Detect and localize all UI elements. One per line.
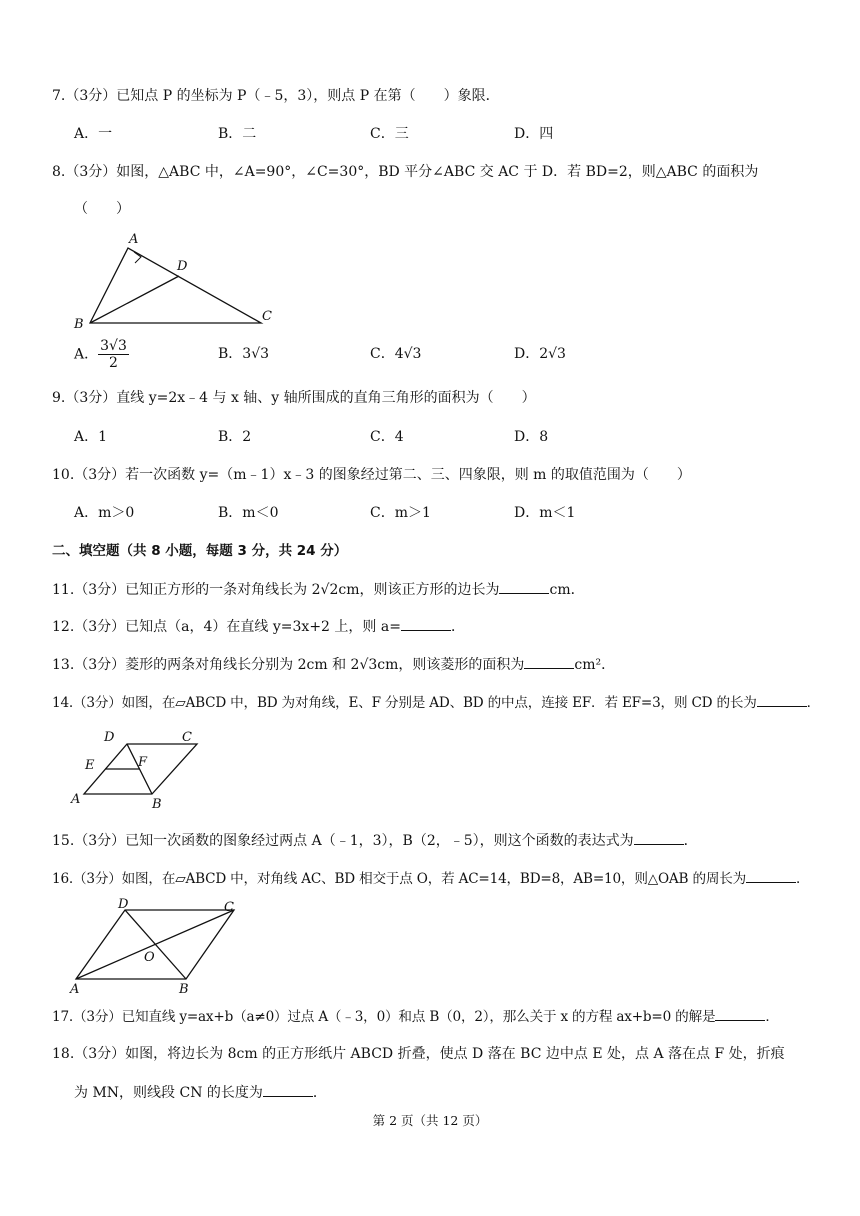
q13-stem: 13.（3分）菱形的两条对角线长分别为 2cm 和 2√3cm，则该菱形的面积为: [52, 657, 525, 673]
q11-stem: 11.（3分）已知正方形的一条对角线长为 2√2cm，则该正方形的边长为: [52, 582, 500, 598]
q8-triangle-figure: [68, 228, 288, 332]
q7-option-a: A．一: [74, 126, 113, 142]
q16: [52, 868, 809, 889]
page-footer: 第 2 页（共 12 页）: [372, 1113, 488, 1128]
q15: [52, 830, 698, 851]
q16-end: ．: [796, 871, 810, 887]
label-d: D: [118, 897, 129, 912]
q8-option-a: [74, 338, 129, 371]
label-b: B: [74, 317, 84, 332]
q10-option-b: B．m＜0: [218, 505, 279, 521]
q12: [52, 616, 465, 637]
q15-answer-blank: [634, 830, 684, 845]
section-heading-fill-in: 二、填空题（共 8 小题，每题 3 分，共 24 分）: [52, 543, 348, 559]
label-f: F: [138, 755, 148, 770]
q9-option-a: A．1: [74, 429, 108, 445]
q11: [52, 579, 585, 600]
label-d: D: [104, 730, 115, 745]
q9-stem: 9.（3分）直线 y=2x﹣4 与 x 轴、y 轴所围成的直角三角形的面积为（ ）: [52, 390, 536, 406]
q9-option-d: D．8: [514, 429, 549, 445]
diagonal-bd: [125, 910, 186, 979]
q18-stem-cont: 为 MN，则线段 CN 的长度为: [74, 1085, 263, 1101]
q8-option-a-fraction: [98, 338, 129, 371]
q12-end: ．: [450, 619, 465, 635]
q13: [52, 654, 615, 675]
q14-parallelogram-figure: [66, 726, 208, 812]
triangle-abc: [90, 248, 261, 323]
q13-answer-blank: [524, 654, 574, 669]
q8-option-b: B．3√3: [218, 346, 270, 362]
label-a: A: [71, 792, 81, 807]
label-b: B: [152, 797, 162, 812]
q18-end: ．: [312, 1085, 327, 1101]
q11-unit: cm．: [549, 582, 585, 598]
q14-stem: 14.（3分）如图，在▱ABCD 中，BD 为对角线，E、F 分别是 AD、BD 的中点，连接 EF．若 EF=3，则 CD 的长为: [52, 695, 757, 711]
q10-option-d: D．m＜1: [514, 505, 576, 521]
q10-option-c: C．m＞1: [370, 505, 431, 521]
q8-option-a-label: A．: [74, 346, 99, 363]
q14-answer-blank: [757, 692, 807, 707]
q8-stem: 8.（3分）如图，△ABC 中，∠A=90°，∠C=30°，BD 平分∠ABC 交 AC 于 D．若 BD=2，则△ABC 的面积为: [52, 164, 759, 180]
q12-stem: 12.（3分）已知点（a，4）在直线 y=3x+2 上，则 a=: [52, 619, 401, 635]
label-c: C: [182, 730, 192, 745]
fraction-numerator: 3√3: [100, 338, 127, 354]
q17-stem: 17.（3分）已知直线 y=ax+b（a≠0）过点 A（﹣3，0）和点 B（0，2），那么关于 x 的方程 ax+b=0 的解是: [52, 1009, 716, 1025]
fraction-denominator: 2: [109, 355, 118, 371]
label-a: A: [129, 232, 139, 247]
q17-answer-blank: [715, 1006, 765, 1021]
label-c: C: [224, 900, 234, 915]
q8-option-c: C．4√3: [370, 346, 422, 362]
q15-stem: 15.（3分）已知一次函数的图象经过两点 A（﹣1，3），B（2，﹣5），则这个函数的表达式为: [52, 833, 634, 849]
q8-option-d: D．2√3: [514, 346, 566, 362]
label-o: O: [144, 950, 155, 965]
label-d: D: [177, 259, 188, 274]
q17-end: ．: [765, 1009, 779, 1025]
q16-stem: 16.（3分）如图，在▱ABCD 中，对角线 AC、BD 相交于点 O，若 AC=14，BD=8，AB=10，则△OAB 的周长为: [52, 871, 747, 887]
q11-answer-blank: [499, 579, 549, 594]
q18-answer-blank: [263, 1082, 313, 1097]
q16-answer-blank: [746, 868, 796, 883]
q9-option-c: C．4: [370, 429, 404, 445]
q7-option-c: C．三: [370, 126, 409, 142]
q9-option-b: B．2: [218, 429, 252, 445]
q18-line2: [74, 1082, 327, 1103]
q7-option-b: B．二: [218, 126, 257, 142]
q17: [52, 1006, 779, 1027]
q13-unit: cm²．: [574, 657, 616, 673]
q7-option-d: D．四: [514, 126, 554, 142]
label-a: A: [70, 982, 80, 997]
q10-stem: 10.（3分）若一次函数 y=（m﹣1）x﹣3 的图象经过第二、三、四象限，则 m 的取值范围为（ ）: [52, 467, 691, 483]
q12-answer-blank: [401, 616, 451, 631]
q16-parallelogram-figure: [64, 894, 248, 998]
label-e: E: [85, 758, 95, 773]
q18-line1: 18.（3分）如图，将边长为 8cm 的正方形纸片 ABCD 折叠，使点 D 落在 BC 边中点 E 处，点 A 落在点 F 处，折痕: [52, 1046, 785, 1062]
q15-end: ．: [683, 833, 698, 849]
q8-stem-cont: （ ）: [74, 201, 130, 217]
q7-stem: 7.（3分）已知点 P 的坐标为 P（﹣5，3），则点 P 在第（ ）象限．: [52, 88, 500, 104]
segment-bd: [90, 276, 179, 323]
q14-end: ．: [806, 695, 821, 711]
q10-option-a: A．m＞0: [74, 505, 135, 521]
q14: [52, 692, 820, 713]
label-b: B: [179, 982, 189, 997]
label-c: C: [262, 309, 272, 324]
